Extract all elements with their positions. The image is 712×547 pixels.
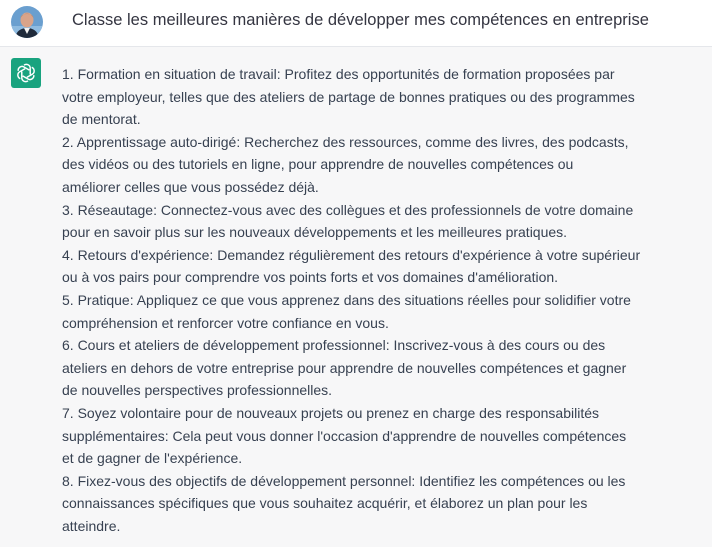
- answer-line: 2. Apprentissage auto-dirigé: Recherchez des ressources, comme des livres, des podcasts,: [62, 133, 629, 150]
- answer-line: améliorer celles que vous possédez déjà.: [62, 178, 319, 195]
- assistant-answer: [62, 63, 702, 537]
- user-prompt-text: Classe les meilleures manières de développer mes compétences en entreprise: [72, 11, 649, 29]
- answer-line: de nouvelles perspectives professionnelles.: [62, 382, 333, 399]
- answer-line: ateliers en dehors de votre entreprise pour apprendre de nouvelles compétences et gagner: [62, 359, 627, 376]
- answer-line: votre employeur, telles que des ateliers de partage de bonnes pratiques ou des programmes: [62, 88, 635, 105]
- assistant-message-row: [0, 47, 712, 547]
- answer-line: supplémentaires: Cela peut vous donner l'occasion d'apprendre de nouvelles compétences: [62, 427, 627, 444]
- answer-line: 5. Pratique: Appliquez ce que vous apprenez dans des situations réelles pour solidifier votre: [62, 291, 631, 308]
- answer-line: et de gagner de l'expérience.: [62, 450, 243, 467]
- answer-line: pour en savoir plus sur les nouveaux développements et les meilleures pratiques.: [62, 224, 568, 241]
- answer-line: connaissances spécifiques que vous souhaitez acquérir, et élaborez un plan pour les: [62, 495, 588, 512]
- answer-line: de mentorat.: [62, 111, 141, 128]
- answer-line: 1. Formation en situation de travail: Profitez des opportunités de formation proposées par: [62, 66, 615, 82]
- chatgpt-logo-icon: [11, 58, 41, 88]
- user-avatar-icon: [11, 6, 43, 38]
- answer-line: atteindre.: [62, 517, 121, 534]
- answer-line: des vidéos ou des tutoriels en ligne, pour apprendre de nouvelles compétences ou: [62, 156, 574, 173]
- answer-line: compréhension et renforcer votre confiance en vous.: [62, 314, 389, 331]
- answer-line: 4. Retours d'expérience: Demandez régulièrement des retours d'expérience à votre supérieur: [62, 246, 641, 263]
- answer-line: 3. Réseautage: Connectez-vous avec des collègues et des professionnels de votre domaine: [62, 201, 634, 218]
- answer-line: ou à vos pairs pour comprendre vos points forts et vos domaines d'amélioration.: [62, 269, 559, 286]
- answer-line: 7. Soyez volontaire pour de nouveaux projets ou prenez en charge des responsabilités: [62, 404, 600, 421]
- answer-line: 6. Cours et ateliers de développement professionnel: Inscrivez-vous à des cours ou des: [62, 337, 606, 354]
- answer-line: 8. Fixez-vous des objectifs de développement personnel: Identifiez les compétences ou les: [62, 472, 626, 489]
- user-message-row: [0, 0, 712, 47]
